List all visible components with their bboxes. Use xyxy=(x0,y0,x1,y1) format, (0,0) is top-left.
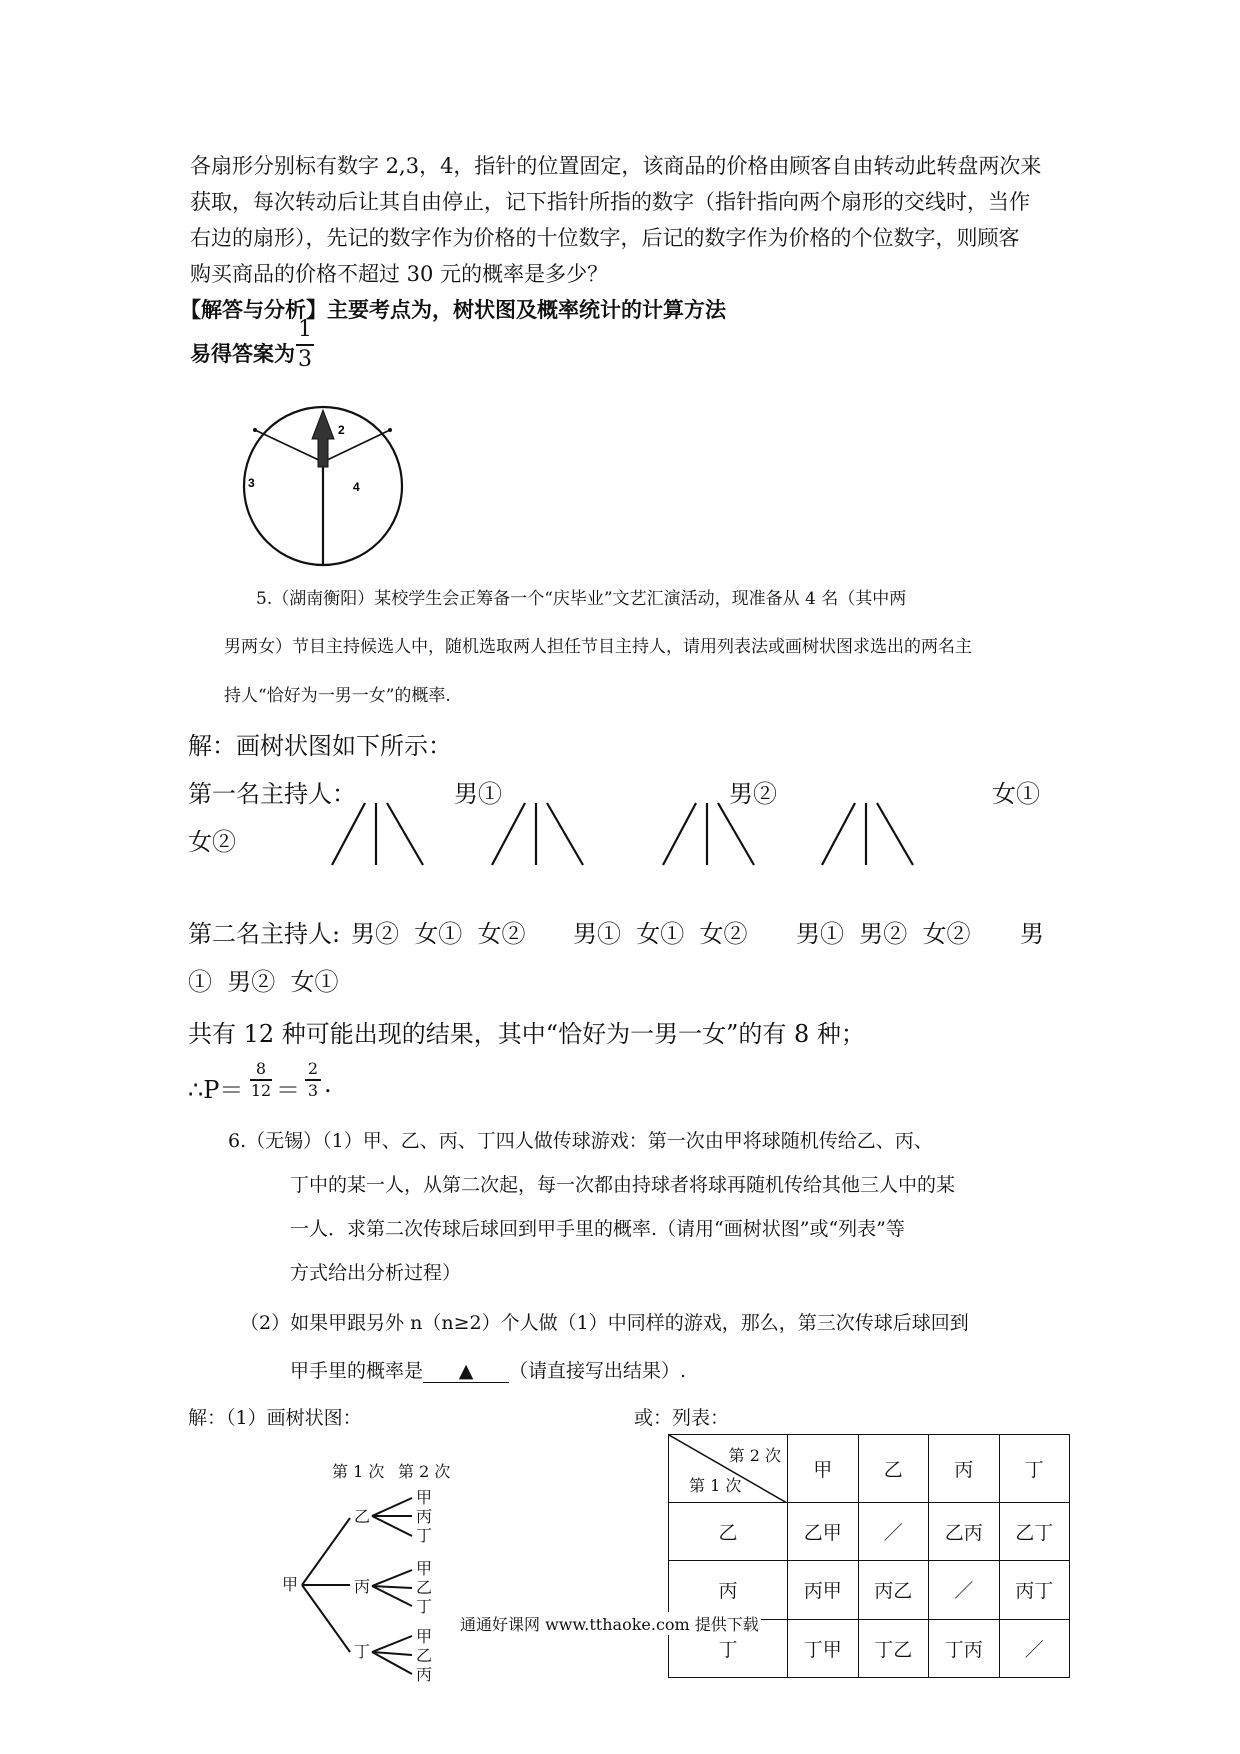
spinner-label-2: 2 xyxy=(338,423,345,437)
q4-analysis: 【解答与分析】主要考点为，树状图及概率统计的计算方法 xyxy=(180,297,726,322)
q4-line-1: 各扇形分别标有数字 2,3，4，指针的位置固定，该商品的价格由顾客自由转动此转盘两次来 xyxy=(190,154,1042,178)
q5-fraction-1 xyxy=(250,1060,272,1100)
sector-dot xyxy=(253,428,257,432)
table-row xyxy=(669,1503,1070,1561)
q6-tree-diagram xyxy=(270,1460,470,1710)
q5-first-item-1: 男① xyxy=(454,780,502,808)
q5-fraction-2-numerator: 2 xyxy=(307,1059,319,1078)
q5-fraction-2 xyxy=(305,1060,321,1100)
table-cell: 乙丙 xyxy=(929,1503,1000,1561)
q5-second-wrap: ① 男② 女① xyxy=(188,968,339,996)
q5-second-group-3: 男① 男② 女② xyxy=(796,920,971,948)
q5-solution-intro: 解：画树状图如下所示： xyxy=(188,732,452,760)
q5-first-label: 第一名主持人： xyxy=(188,780,356,808)
q5-prob-end: . xyxy=(324,1070,332,1098)
table-col-header: 丁 xyxy=(999,1435,1070,1503)
tree-leaf: 乙 xyxy=(416,1646,433,1665)
q4-line-2: 获取，每次转动后让其自由停止，记下指针所指的数字（指针指向两个扇形的交线时，当作 xyxy=(190,190,1030,214)
q6-part2-prefix: 甲手里的概率是 xyxy=(290,1360,424,1382)
q4-answer-numerator: 1 xyxy=(298,317,312,342)
spinner-diagram xyxy=(240,405,410,570)
table-cell: ／ xyxy=(999,1619,1070,1677)
table-cell: 丁丙 xyxy=(929,1619,1000,1677)
tree-root: 甲 xyxy=(282,1575,299,1594)
q5-first-item-3: 女① xyxy=(992,780,1040,808)
q4-answer-denominator: 3 xyxy=(298,346,312,372)
table-row-header: 丁 xyxy=(669,1619,788,1677)
q5-fraction-1-denominator: 12 xyxy=(250,1080,272,1100)
sector-dot xyxy=(388,428,392,432)
table-corner-cell xyxy=(669,1435,788,1503)
q6-line-3: 一人．求第二次传球后球回到甲手里的概率.（请用“画树状图”或“列表”等 xyxy=(290,1218,905,1240)
sector-divider xyxy=(255,430,323,462)
table-cell: 丁乙 xyxy=(858,1619,929,1677)
tree-leaf: 丁 xyxy=(416,1597,433,1616)
tree-mid-2: 丙 xyxy=(354,1577,371,1596)
q5-second-label: 第二名主持人: xyxy=(188,920,341,948)
q5-tree-branches xyxy=(320,800,940,870)
q6-part2-line-2 xyxy=(290,1356,686,1383)
tree-leaf: 丙 xyxy=(416,1507,433,1526)
tree-leaf: 丁 xyxy=(416,1526,433,1545)
spinner-label-3: 3 xyxy=(248,476,255,490)
table-cell: ／ xyxy=(858,1503,929,1561)
q4-line-3: 右边的扇形），先记的数字作为价格的十位数字，后记的数字作为价格的个位数字，则顾客 xyxy=(190,226,1020,250)
q5-fraction-2-denominator: 3 xyxy=(307,1080,319,1100)
table-cell: 丙甲 xyxy=(788,1561,859,1619)
table-cell: 丙乙 xyxy=(858,1561,929,1619)
q6-part2-line-1: （2）如果甲跟另外 n（n≥2）个人做（1）中同样的游戏，那么，第三次传球后球回到 xyxy=(240,1312,969,1334)
table-cell: 乙甲 xyxy=(788,1503,859,1561)
q6-line-2: 丁中的某一人，从第二次起，每一次都由持球者将球再随机传给其他三人中的某 xyxy=(290,1174,956,1196)
table-col-header: 乙 xyxy=(858,1435,929,1503)
answer-blank xyxy=(423,1360,509,1383)
table-row xyxy=(669,1561,1070,1619)
q5-line-2: 男两女）节目主持候选人中，随机选取两人担任节目主持人，请用列表法或画树状图求选出的两名主 xyxy=(224,637,972,657)
tree-mid-1: 乙 xyxy=(354,1507,371,1526)
table-row-header: 丙 xyxy=(669,1561,788,1619)
table-col-header: 丙 xyxy=(929,1435,1000,1503)
blank-triangle-icon: ▲ xyxy=(458,1360,474,1382)
table-cell: ／ xyxy=(929,1561,1000,1619)
tree-leaf: 丙 xyxy=(416,1665,433,1684)
spinner-label-4: 4 xyxy=(353,480,360,494)
q5-fraction-1-numerator: 8 xyxy=(255,1059,267,1078)
q5-line-3: 持人“恰好为一男一女”的概率. xyxy=(224,686,451,706)
table-cell: 乙丁 xyxy=(999,1503,1070,1561)
q6-line-1: 6.（无锡）（1）甲、乙、丙、丁四人做传球游戏：第一次由甲将球随机传给乙、丙、 xyxy=(228,1130,933,1152)
q5-second-group-1: 男② 女① 女② xyxy=(351,920,526,948)
tree-leaf: 甲 xyxy=(416,1627,433,1646)
q4-answer-prefix: 易得答案为 xyxy=(190,341,295,366)
q5-first-wrap: 女② xyxy=(188,828,236,856)
q6-line-4: 方式给出分析过程） xyxy=(290,1262,462,1284)
tree-mid-3: 丁 xyxy=(354,1642,371,1661)
tree-header-2: 第 2 次 xyxy=(398,1462,451,1481)
table-cell: 丁甲 xyxy=(788,1619,859,1677)
q5-line-1: 5.（湖南衡阳）某校学生会正筹备一个“庆毕业”文艺汇演活动，现准备从 4 名（其中两 xyxy=(256,589,907,609)
q6-solution-table-label: 或：列表： xyxy=(634,1407,730,1429)
q5-second-group-2: 男① 女① 女② xyxy=(573,920,748,948)
q4-answer-fraction xyxy=(296,317,314,373)
tree-leaf: 甲 xyxy=(416,1559,433,1578)
fraction-bar xyxy=(296,344,314,346)
tree-leaf: 乙 xyxy=(416,1578,433,1597)
tree-leaf: 甲 xyxy=(416,1488,433,1507)
q6-solution-tree-label: 解：（1）画树状图： xyxy=(188,1407,362,1429)
q5-first-item-2: 男② xyxy=(729,780,777,808)
table-row-header: 乙 xyxy=(669,1503,788,1561)
sector-divider xyxy=(323,430,390,462)
q5-prob-prefix: ∴P＝ xyxy=(188,1076,244,1104)
corner-top-label: 第 2 次 xyxy=(728,1446,781,1465)
corner-bottom-label: 第 1 次 xyxy=(689,1476,742,1495)
q5-equals: ＝ xyxy=(276,1076,300,1104)
tree-header-1: 第 1 次 xyxy=(332,1462,385,1481)
q6-part2-suffix: （请直接写出结果）. xyxy=(509,1360,687,1382)
q5-result: 共有 12 种可能出现的结果，其中“恰好为一男一女”的有 8 种； xyxy=(188,1020,865,1048)
table-col-header: 甲 xyxy=(788,1435,859,1503)
q4-line-4: 购买商品的价格不超过 30 元的概率是多少？ xyxy=(190,262,609,286)
q6-outcome-table xyxy=(668,1434,1070,1678)
table-cell: 丙丁 xyxy=(999,1561,1070,1619)
q5-second-group-4: 男 xyxy=(1020,920,1044,948)
footer-source: 通通好课网 www.tthaoke.com 提供下载 xyxy=(458,1612,761,1635)
